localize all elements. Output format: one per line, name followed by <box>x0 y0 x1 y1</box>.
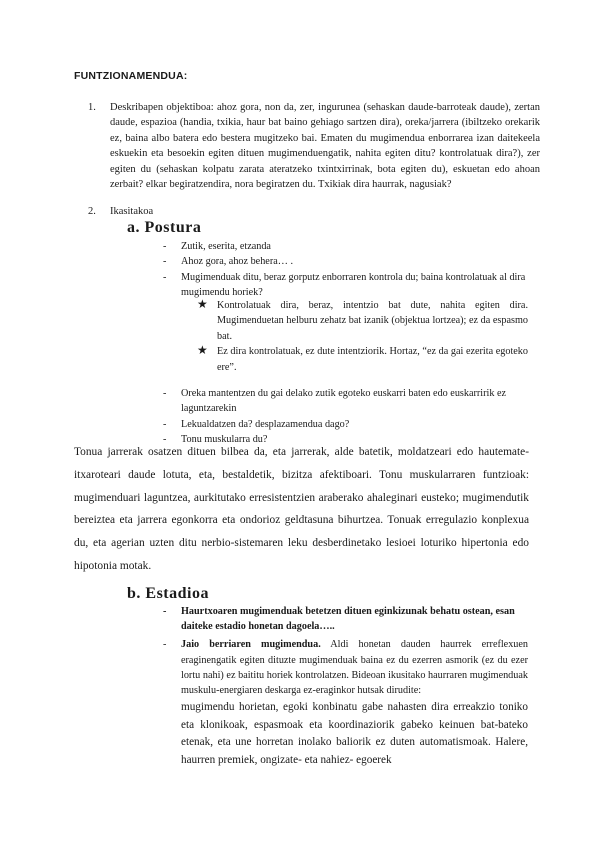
dash-bullet: - <box>163 418 167 430</box>
list-item: - Haurtxoaren mugimenduak betetzen dituen eginkizunak behatu ostean, esan daiteke estadio honetan dagoela….. <box>163 606 515 633</box>
star-icon: ★ <box>197 343 208 358</box>
dash-bullet: - <box>163 241 167 252</box>
newborn-text: Aldi honetan dauden haurrek erreflexuen eraginengatik egiten dituzte mugimenduak baina ez du ezerren asmorik (ez du ezer lortu nahi) ez baititu horiek kontrolatzen. Bideoan ikusitako haurraren mugimenduak muskulu-energiaren deskarga ez-eraginkor hutsak dirudite: <box>181 639 529 697</box>
dash-bullet: - <box>163 271 167 283</box>
section-a-title: a. Postura <box>127 219 202 236</box>
item-text: Ikasitakoa <box>110 206 154 217</box>
dash-bullet: - <box>163 434 167 446</box>
item-number: 1. <box>88 102 96 113</box>
control-star-list <box>197 298 528 375</box>
posture-list <box>163 239 528 301</box>
list-item: - Ahoz gora, ahoz behera… . <box>163 254 528 269</box>
star-list-item: ★ Kontrolatuak dira, beraz, intentzio bat dute, nahita egiten dira. Mugimenduetan helburu zehatz bat izanik (objektua lortzea); ez da espasmo bat. <box>197 297 528 342</box>
dash-bullet: - <box>163 388 167 399</box>
section-b-title: b. Estadioa <box>127 585 209 602</box>
newborn-label: Jaio berriaren mugimendua. <box>181 639 321 651</box>
list-item: - Oreka mantentzen du gai delako zutik egoteko euskarri baten edo euskarririk ez laguntzarekin <box>163 388 507 415</box>
stage-list <box>163 604 528 770</box>
item-text: Deskribapen objektiboa: ahoz gora, non da, zer, ingurunea (sehaskan daude-barroteak daude), zertan daude, espazioa (handia, txikia, haur bat baino gehiago sartzen dira), oreka/jarrera (ibiltzeko orekarik ez, baina albo batera edo bestera mugitzeko bai. Ematen du mugimendua enborrarea izan daitekeela eskuekin eta besoekin egiten dituen mugimenduengatik, nahita egiten ditu? kontrolatuak dira?), zer egiten du (sehaskan kolpatu zarata ateratzeko txintxirrinak, bota egiten du), eskuetan edo ahoan zerbait? elkar begiratzendira, nora begiratzen du. Txikiak dira haurrak, nagusiak? <box>110 102 540 191</box>
newborn-continuation: mugimendu horietan, egoki konbinatu gabe nahasten dira erreakzio toniko eta klonikoak, espasmoak eta koordinaziorik gabeko keinuen bat-bateko etenak, eta une horretan inolako baliorik ez duten automatismoak. Halere, haurren premiek, ongizate- eta nahiez- egoerek <box>181 701 528 766</box>
list-item: - Mugimenduak ditu, beraz gorputz enborraren kontrola du; baina kontrolatuak al dira mugimendu horiek? <box>163 271 526 299</box>
dash-bullet: - <box>163 639 167 651</box>
star-icon: ★ <box>197 297 208 311</box>
star-list-item: ★ Ez dira kontrolatuak, ez dute intentziorik. Hortaz, “ez da gai ezerita egoteko ere”. <box>197 343 528 373</box>
list-item: - Zutik, eserita, etzanda <box>163 239 528 254</box>
tonus-paragraph: Tonua jarrerak osatzen dituen bilbea da, eta jarrerak, alde batetik, moldatzeari edo hautemate-itxaroteari daude lotuta, eta, bestaldetik, bizitza afektiboari. Tonu muskularraren funtzioak: mugimenduari laguntzea, aurkitutako erresistentzien araberako ahaleginari eusteko; mugimendutik bereiztea eta jarrera egonkorra eta ondorioz geldtasuna bihurtzea. Tonuak erregulazio konplexua du, eta agerian uzten ditu nerbio-sistemaren leku desberdinetako lesioei loturiko hipertonia edo hipotonia motak. <box>74 446 529 572</box>
dash-bullet: - <box>163 256 167 268</box>
balance-list <box>163 386 528 448</box>
list-item: - Lekualdatzen da? desplazamendua dago? <box>163 417 528 432</box>
list-item <box>163 637 528 769</box>
dash-bullet: - <box>163 606 167 617</box>
item-number: 2. <box>88 206 96 217</box>
list-item: - Tonu muskularra du? <box>163 432 528 447</box>
document-heading: FUNTZIONAMENDUA: <box>74 70 188 82</box>
